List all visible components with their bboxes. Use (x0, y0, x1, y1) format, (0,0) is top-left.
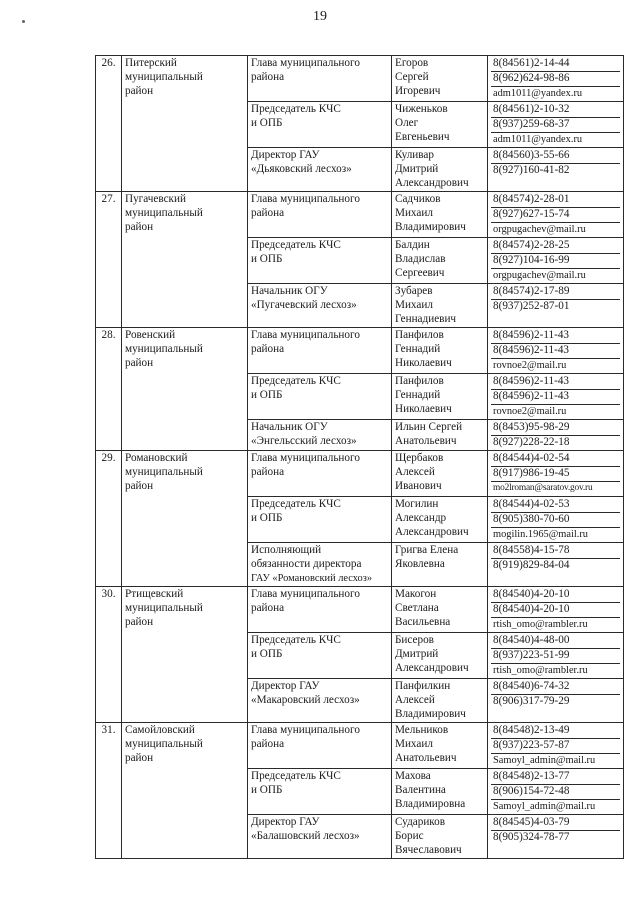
person-name-line: Владимирович (395, 708, 466, 720)
person-name (392, 56, 488, 102)
person-name (392, 633, 488, 679)
phone-number: 8(84596)2-11-43 (491, 390, 620, 405)
position-line: ГАУ «Романовский лесхоз» (251, 573, 373, 584)
phone-number: 8(84545)4-03-79 (491, 816, 620, 831)
person-name-line: Борис (395, 830, 424, 842)
position-line: района (251, 207, 285, 219)
person-name (392, 451, 488, 497)
district-line: район (125, 616, 154, 628)
phone-number: 8(84540)6-74-32 (491, 680, 620, 695)
phone-number: 8(84540)4-20-10 (491, 588, 620, 603)
position-line: и ОПБ (251, 784, 283, 796)
person-name-line: Чиженьков (395, 103, 448, 115)
position-line: Председатель КЧС (251, 634, 341, 646)
position-line: Исполняющий (251, 544, 322, 556)
person-name-line: Михаил (395, 207, 433, 219)
position-line: «Балашовский лесхоз» (251, 830, 360, 842)
contact-cell (488, 543, 624, 587)
table-row (96, 723, 624, 769)
phone-number: 8(937)252-87-01 (493, 300, 570, 312)
person-name (392, 769, 488, 815)
contact-cell (488, 328, 624, 374)
email-address: orgpugachev@mail.ru (493, 224, 586, 235)
email-address: adm1011@yandex.ru (493, 88, 583, 99)
person-name (392, 543, 488, 587)
phone-number: 8(962)624-98-86 (491, 72, 620, 87)
position-title (248, 56, 392, 102)
person-name (392, 723, 488, 769)
position-title (248, 769, 392, 815)
person-name-line: Сергей (395, 71, 429, 83)
person-name-line: Александрович (395, 526, 469, 538)
person-name-line: Николаевич (395, 357, 452, 369)
person-name (392, 497, 488, 543)
person-name-line: Валентина (395, 784, 446, 796)
person-name-line: Егоров (395, 57, 429, 69)
position-title (248, 723, 392, 769)
row-number: 29. (96, 451, 122, 587)
row-number: 27. (96, 192, 122, 328)
position-title (248, 451, 392, 497)
person-name-line: Геннадий (395, 343, 441, 355)
phone-number: 8(84540)4-20-10 (491, 603, 620, 618)
position-title (248, 192, 392, 238)
person-name (392, 420, 488, 451)
phone-number: 8(84574)2-17-89 (491, 285, 620, 300)
district-line: муниципальный (125, 602, 203, 614)
row-number: 28. (96, 328, 122, 451)
table-row (96, 451, 624, 497)
person-name-line: Судариков (395, 816, 446, 828)
table-body (96, 56, 624, 859)
position-line: Глава муниципального (251, 588, 360, 600)
phone-number: 8(84544)4-02-53 (491, 498, 620, 513)
person-name-line: Сергеевич (395, 267, 445, 279)
person-name (392, 284, 488, 328)
district-line: район (125, 85, 154, 97)
position-line: Начальник ОГУ (251, 285, 328, 297)
phone-number: 8(84560)3-55-66 (491, 149, 620, 164)
phone-number: 8(84596)2-11-43 (491, 375, 620, 390)
district-name (122, 723, 248, 859)
person-name-line: Панфилкин (395, 680, 451, 692)
email-address: rtish_omo@rambler.ru (493, 619, 588, 630)
phone-number: 8(927)160-41-82 (493, 164, 570, 176)
person-name (392, 238, 488, 284)
person-name-line: Александрович (395, 177, 469, 189)
phone-number: 8(937)223-51-99 (491, 649, 620, 664)
phone-number: 8(84558)4-15-78 (491, 544, 620, 559)
person-name (392, 679, 488, 723)
person-name-line: Олег (395, 117, 419, 129)
contact-cell (488, 420, 624, 451)
position-line: Председатель КЧС (251, 498, 341, 510)
person-name-line: Ильин Сергей (395, 421, 463, 433)
person-name (392, 587, 488, 633)
position-title (248, 497, 392, 543)
position-title (248, 543, 392, 587)
phone-number: 8(937)259-68-37 (491, 118, 620, 133)
position-title (248, 148, 392, 192)
person-name-line: Дмитрий (395, 163, 439, 175)
district-line: муниципальный (125, 343, 203, 355)
district-line: Романовский (125, 452, 188, 464)
phone-number: 8(919)829-84-04 (493, 559, 570, 571)
email-address: mogilin.1965@mail.ru (493, 529, 588, 540)
position-line: «Макаровский лесхоз» (251, 694, 360, 706)
district-name (122, 328, 248, 451)
district-line: Питерский (125, 57, 177, 69)
person-name-line: Анатольевич (395, 435, 457, 447)
position-line: района (251, 71, 285, 83)
position-line: «Дьяковский лесхоз» (251, 163, 352, 175)
person-name-line: Геннадий (395, 389, 441, 401)
person-name-line: Панфилов (395, 329, 444, 341)
position-line: и ОПБ (251, 512, 283, 524)
position-title (248, 679, 392, 723)
contact-cell (488, 56, 624, 102)
person-name-line: Васильевна (395, 616, 451, 628)
phone-number: 8(84561)2-14-44 (491, 57, 620, 72)
phone-number: 8(84540)4-48-00 (491, 634, 620, 649)
email-address: Samoyl_admin@mail.ru (493, 801, 596, 812)
position-line: и ОПБ (251, 389, 283, 401)
position-line: Председатель КЧС (251, 770, 341, 782)
phone-number: 8(84548)2-13-49 (491, 724, 620, 739)
position-line: и ОПБ (251, 253, 283, 265)
phone-number: 8(84548)2-13-77 (491, 770, 620, 785)
person-name-line: Могилин (395, 498, 439, 510)
phone-number: 8(84574)2-28-01 (491, 193, 620, 208)
position-line: Глава муниципального (251, 724, 360, 736)
phone-number: 8(906)317-79-29 (493, 695, 570, 707)
contact-cell (488, 374, 624, 420)
person-name-line: Светлана (395, 602, 439, 614)
person-name (392, 815, 488, 859)
contact-cell (488, 238, 624, 284)
row-number: 31. (96, 723, 122, 859)
position-title (248, 420, 392, 451)
contact-cell (488, 284, 624, 328)
phone-number: 8(84596)2-11-43 (491, 344, 620, 359)
email-address: Samoyl_admin@mail.ru (493, 755, 596, 766)
position-line: района (251, 738, 285, 750)
phone-number: 8(927)104-16-99 (491, 254, 620, 269)
phone-number: 8(937)223-57-87 (491, 739, 620, 754)
person-name-line: Игоревич (395, 85, 441, 97)
phone-number: 8(84544)4-02-54 (491, 452, 620, 467)
phone-number: 8(927)627-15-74 (491, 208, 620, 223)
person-name-line: Евгеньевич (395, 131, 450, 143)
person-name-line: Анатольевич (395, 752, 457, 764)
email-address: adm1011@yandex.ru (493, 134, 583, 145)
position-line: и ОПБ (251, 648, 283, 660)
position-line: Председатель КЧС (251, 103, 341, 115)
email-address: rtish_omo@rambler.ru (493, 665, 588, 676)
position-title (248, 633, 392, 679)
position-line: Председатель КЧС (251, 375, 341, 387)
person-name-line: Николаевич (395, 403, 452, 415)
position-line: и ОПБ (251, 117, 283, 129)
page-number: 19 (313, 9, 327, 24)
row-number: 30. (96, 587, 122, 723)
district-name (122, 451, 248, 587)
person-name-line: Григва Елена (395, 544, 459, 556)
person-name-line: Дмитрий (395, 648, 439, 660)
table-row (96, 587, 624, 633)
person-name-line: Макогон (395, 588, 437, 600)
position-line: Директор ГАУ (251, 149, 320, 161)
district-line: район (125, 221, 154, 233)
person-name-line: Яковлевна (395, 558, 445, 570)
phone-number: 8(905)324-78-77 (493, 831, 570, 843)
position-title (248, 815, 392, 859)
contact-cell (488, 679, 624, 723)
position-title (248, 238, 392, 284)
contact-cell (488, 451, 624, 497)
contact-cell (488, 723, 624, 769)
district-line: муниципальный (125, 207, 203, 219)
person-name-line: Иванович (395, 480, 442, 492)
contact-cell (488, 633, 624, 679)
position-title (248, 374, 392, 420)
person-name-line: Владислав (395, 253, 446, 265)
contact-cell (488, 192, 624, 238)
position-line: района (251, 466, 285, 478)
contact-cell (488, 102, 624, 148)
position-title (248, 284, 392, 328)
person-name (392, 374, 488, 420)
district-line: муниципальный (125, 71, 203, 83)
district-line: Самойловский (125, 724, 195, 736)
email-address: mo2lroman@saratov.gov.ru (493, 483, 593, 493)
person-name-line: Мельников (395, 724, 449, 736)
district-line: район (125, 752, 154, 764)
phone-number: 8(8453)95-98-29 (491, 421, 620, 436)
phone-number: 8(84596)2-11-43 (491, 329, 620, 344)
person-name-line: Владимировна (395, 798, 466, 810)
phone-number: 8(906)154-72-48 (491, 785, 620, 800)
position-line: Глава муниципального (251, 329, 360, 341)
person-name-line: Панфилов (395, 375, 444, 387)
phone-number: 8(84561)2-10-32 (491, 103, 620, 118)
contact-cell (488, 148, 624, 192)
position-line: Глава муниципального (251, 452, 360, 464)
email-address: rovnoe2@mail.ru (493, 360, 567, 371)
district-line: район (125, 480, 154, 492)
person-name-line: Бисеров (395, 634, 434, 646)
position-line: Глава муниципального (251, 57, 360, 69)
row-number: 26. (96, 56, 122, 192)
person-name (392, 148, 488, 192)
position-line: района (251, 602, 285, 614)
email-address: rovnoe2@mail.ru (493, 406, 567, 417)
district-line: район (125, 357, 154, 369)
contact-cell (488, 587, 624, 633)
contact-cell (488, 497, 624, 543)
position-line: «Пугачевский лесхоз» (251, 299, 357, 311)
contact-cell (488, 769, 624, 815)
district-name (122, 192, 248, 328)
district-name (122, 56, 248, 192)
district-line: Ртищевский (125, 588, 184, 600)
person-name-line: Зубарев (395, 285, 433, 297)
district-line: Ровенский (125, 329, 176, 341)
person-name (392, 192, 488, 238)
district-line: Пугачевский (125, 193, 186, 205)
phone-number: 8(917)986-19-45 (491, 467, 620, 482)
person-name-line: Александр (395, 512, 447, 524)
person-name-line: Балдин (395, 239, 430, 251)
person-name-line: Вячеславович (395, 844, 462, 856)
contacts-table (95, 55, 624, 859)
position-line: Председатель КЧС (251, 239, 341, 251)
phone-number: 8(905)380-70-60 (491, 513, 620, 528)
position-line: обязанности директора (251, 558, 362, 570)
person-name-line: Махова (395, 770, 431, 782)
position-line: Начальник ОГУ (251, 421, 328, 433)
person-name-line: Алексей (395, 466, 435, 478)
person-name (392, 102, 488, 148)
district-line: муниципальный (125, 466, 203, 478)
position-line: Директор ГАУ (251, 680, 320, 692)
table-row (96, 192, 624, 238)
contact-cell (488, 815, 624, 859)
position-line: Директор ГАУ (251, 816, 320, 828)
person-name-line: Михаил (395, 738, 433, 750)
person-name-line: Александрович (395, 662, 469, 674)
position-title (248, 328, 392, 374)
phone-number: 8(927)228-22-18 (493, 436, 570, 448)
district-line: муниципальный (125, 738, 203, 750)
district-name (122, 587, 248, 723)
phone-number: 8(84574)2-28-25 (491, 239, 620, 254)
position-line: района (251, 343, 285, 355)
email-address: orgpugachev@mail.ru (493, 270, 586, 281)
person-name-line: Михаил (395, 299, 433, 311)
table-row (96, 56, 624, 102)
person-name (392, 328, 488, 374)
person-name-line: Владимирович (395, 221, 466, 233)
person-name-line: Куливар (395, 149, 434, 161)
position-title (248, 102, 392, 148)
person-name-line: Садчиков (395, 193, 441, 205)
person-name-line: Щербаков (395, 452, 444, 464)
position-line: Глава муниципального (251, 193, 360, 205)
person-name-line: Геннадиевич (395, 313, 457, 325)
table-row (96, 328, 624, 374)
position-title (248, 587, 392, 633)
position-line: «Энгельсский лесхоз» (251, 435, 357, 447)
person-name-line: Алексей (395, 694, 435, 706)
